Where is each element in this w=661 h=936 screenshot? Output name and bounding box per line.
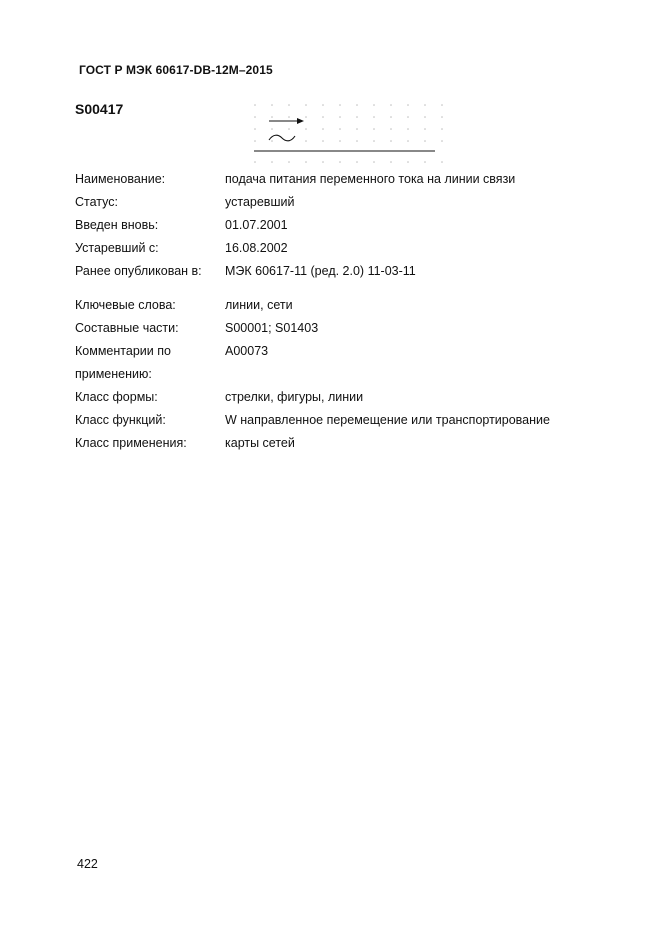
field-label: Статус: (75, 195, 118, 209)
field-label: применению: (75, 367, 152, 381)
field-value: карты сетей (225, 436, 295, 450)
field-label: Класс функций: (75, 413, 166, 427)
symbol-code: S00417 (75, 101, 124, 117)
field-value: W направленное перемещение или транспортирование (225, 413, 550, 427)
field-label: Устаревший с: (75, 241, 159, 255)
field-label: Ранее опубликован в: (75, 264, 202, 278)
field-value: 01.07.2001 (225, 218, 288, 232)
document-header: ГОСТ Р МЭК 60617-DB-12M–2015 (79, 63, 273, 77)
field-value: стрелки, фигуры, линии (225, 390, 364, 404)
field-value: МЭК 60617-11 (ред. 2.0) 11-03-11 (225, 264, 416, 278)
field-value: устаревший (225, 195, 295, 209)
arrowhead (297, 118, 304, 124)
field-value: линии, сети (225, 298, 293, 312)
field-label: Класс формы: (75, 390, 158, 404)
ac-power-arrow-line-symbol-icon (252, 100, 452, 171)
field-label: Ключевые слова: (75, 298, 176, 312)
field-label: Введен вновь: (75, 218, 159, 232)
ac-wave (269, 135, 295, 141)
field-value: S00001; S01403 (225, 321, 319, 335)
field-label: Составные части: (75, 321, 179, 335)
field-label: Комментарии по (75, 344, 171, 358)
grid-dots (254, 104, 443, 163)
page-number: 422 (77, 857, 98, 871)
field-label: Класс применения: (75, 436, 187, 450)
field-value: 16.08.2002 (225, 241, 288, 255)
field-value: подача питания переменного тока на линии связи (225, 172, 516, 186)
field-label: Наименование: (75, 172, 166, 186)
field-value: A00073 (225, 344, 269, 358)
